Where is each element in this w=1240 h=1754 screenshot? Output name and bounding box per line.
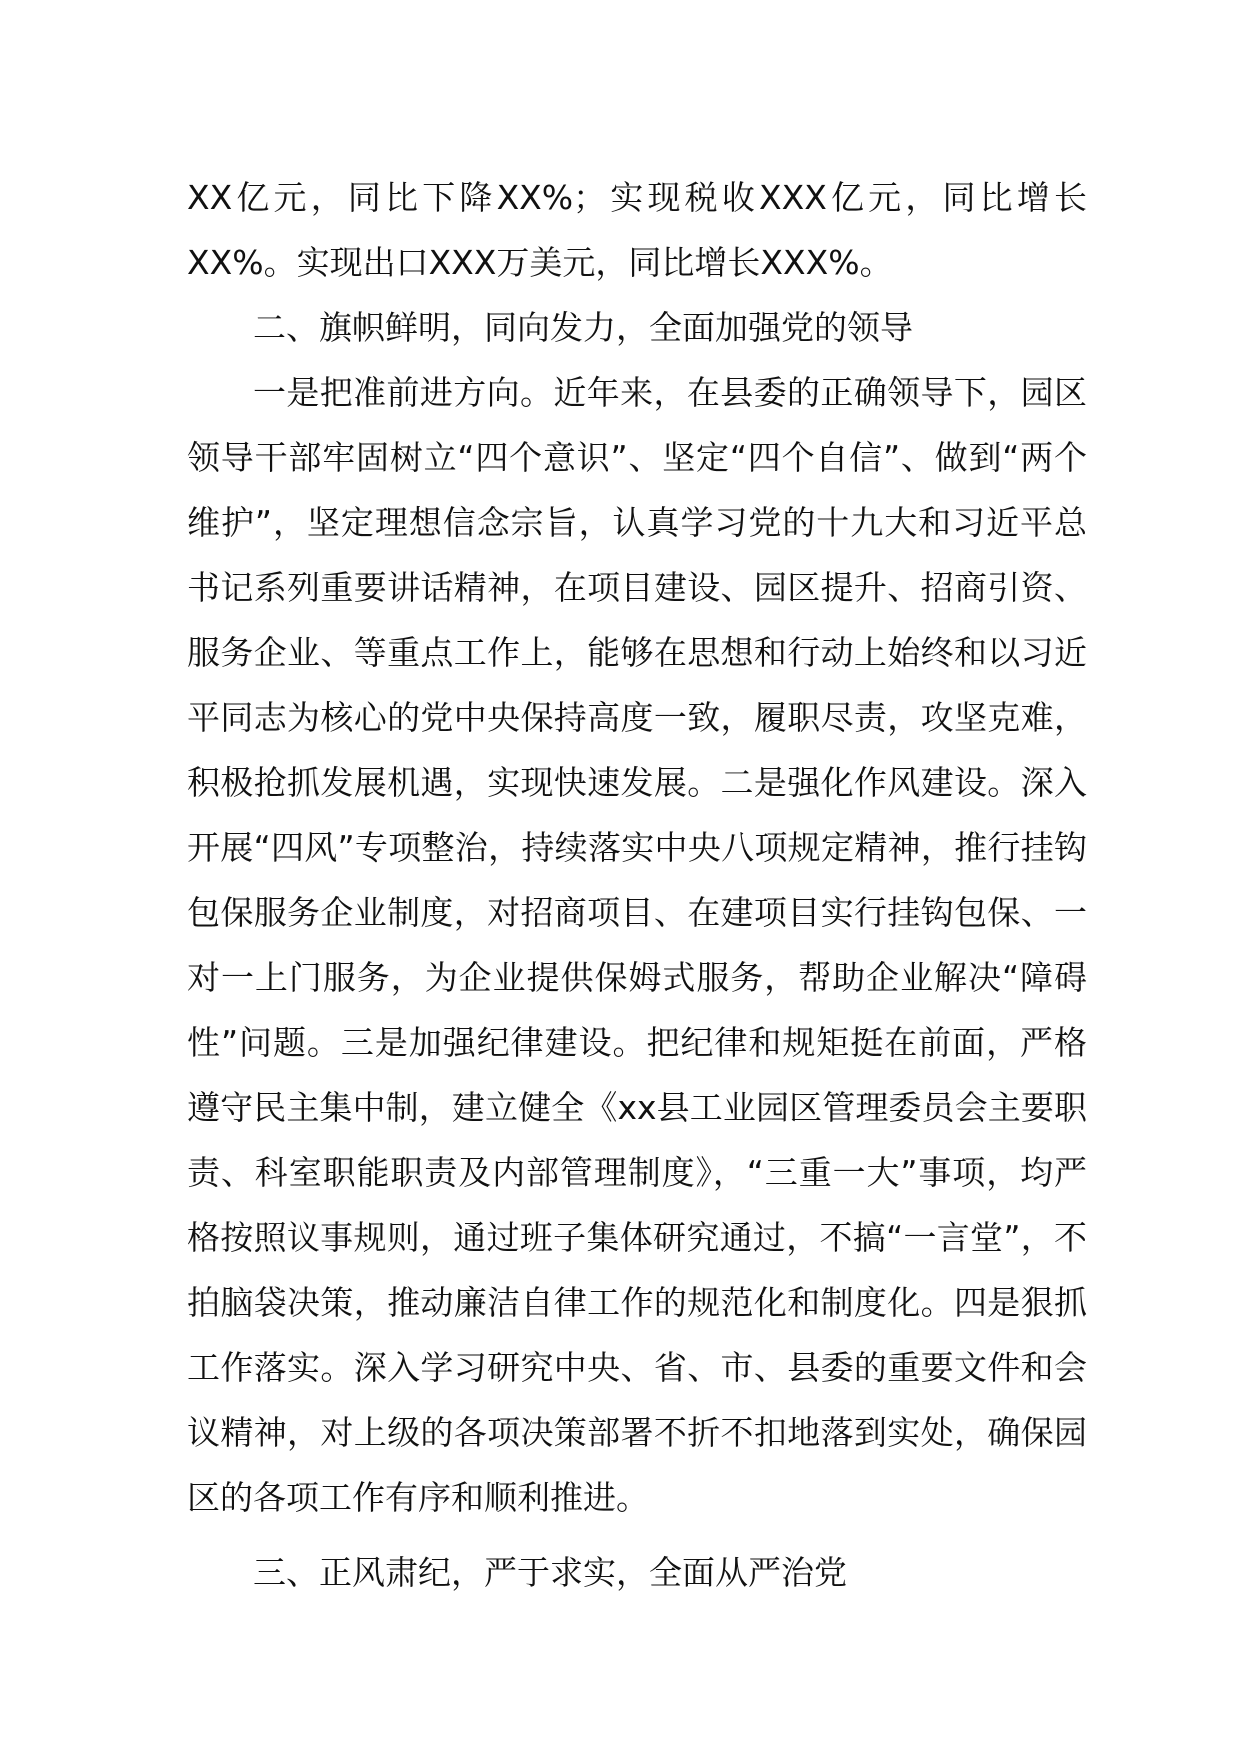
section-heading-2: 二、旗帜鲜明，同向发力，全面加强党的领导 [253,308,913,347]
paragraph-body: 一是把准前进方向。近年来，在县委的正确领导下，园区领导干部牢固树立“四个意识”、坚定“四个自信”、做到“两个维护”，坚定理想信念宗旨，认真学习党的十九大和习近平总书记系列重要讲话精神，在项目建设、园区提升、招商引资、服务企业、等重点工作上，能够在思想和行动上始终和以习近平同志为核心的党中央保持高度一致，履职尽责，攻坚克难，积极抢抓发展机遇，实现快速发展。二是强化作风建设。深入开展“四风”专项整治，持续落实中央八项规定精神，推行挂钩包保服务企业制度，对招商项目、在建项目实行挂钩包保、一对一上门服务，为企业提供保姆式服务，帮助企业解决“障碍性”问题。三是加强纪律建设。把纪律和规矩挺在前面，严格遵守民主集中制，建立健全《xx县工业园区管理委员会主要职责、科室职能职责及内部管理制度》，“三重一大”事项，均严格按照议事规则，通过班子集体研究通过，不搞“一言堂”，不拍脑袋决策，推动廉洁自律工作的规范化和制度化。四是狠抓工作落实。深入学习研究中央、省、市、县委的重要文件和会议精神，对上级的各项决策部署不折不扣地落到实处，确保园区的各项工作有序和顺利推进。 [187,373,1087,1517]
section-heading-3: 三、正风肃纪，严于求实，全面从严治党 [253,1553,847,1592]
paragraph-continuation: XX亿元，同比下降XX%；实现税收XXX亿元，同比增长XX%。实现出口XXX万美元，同比增长XXX%。 [187,178,1087,282]
document-body [187,165,1087,1605]
